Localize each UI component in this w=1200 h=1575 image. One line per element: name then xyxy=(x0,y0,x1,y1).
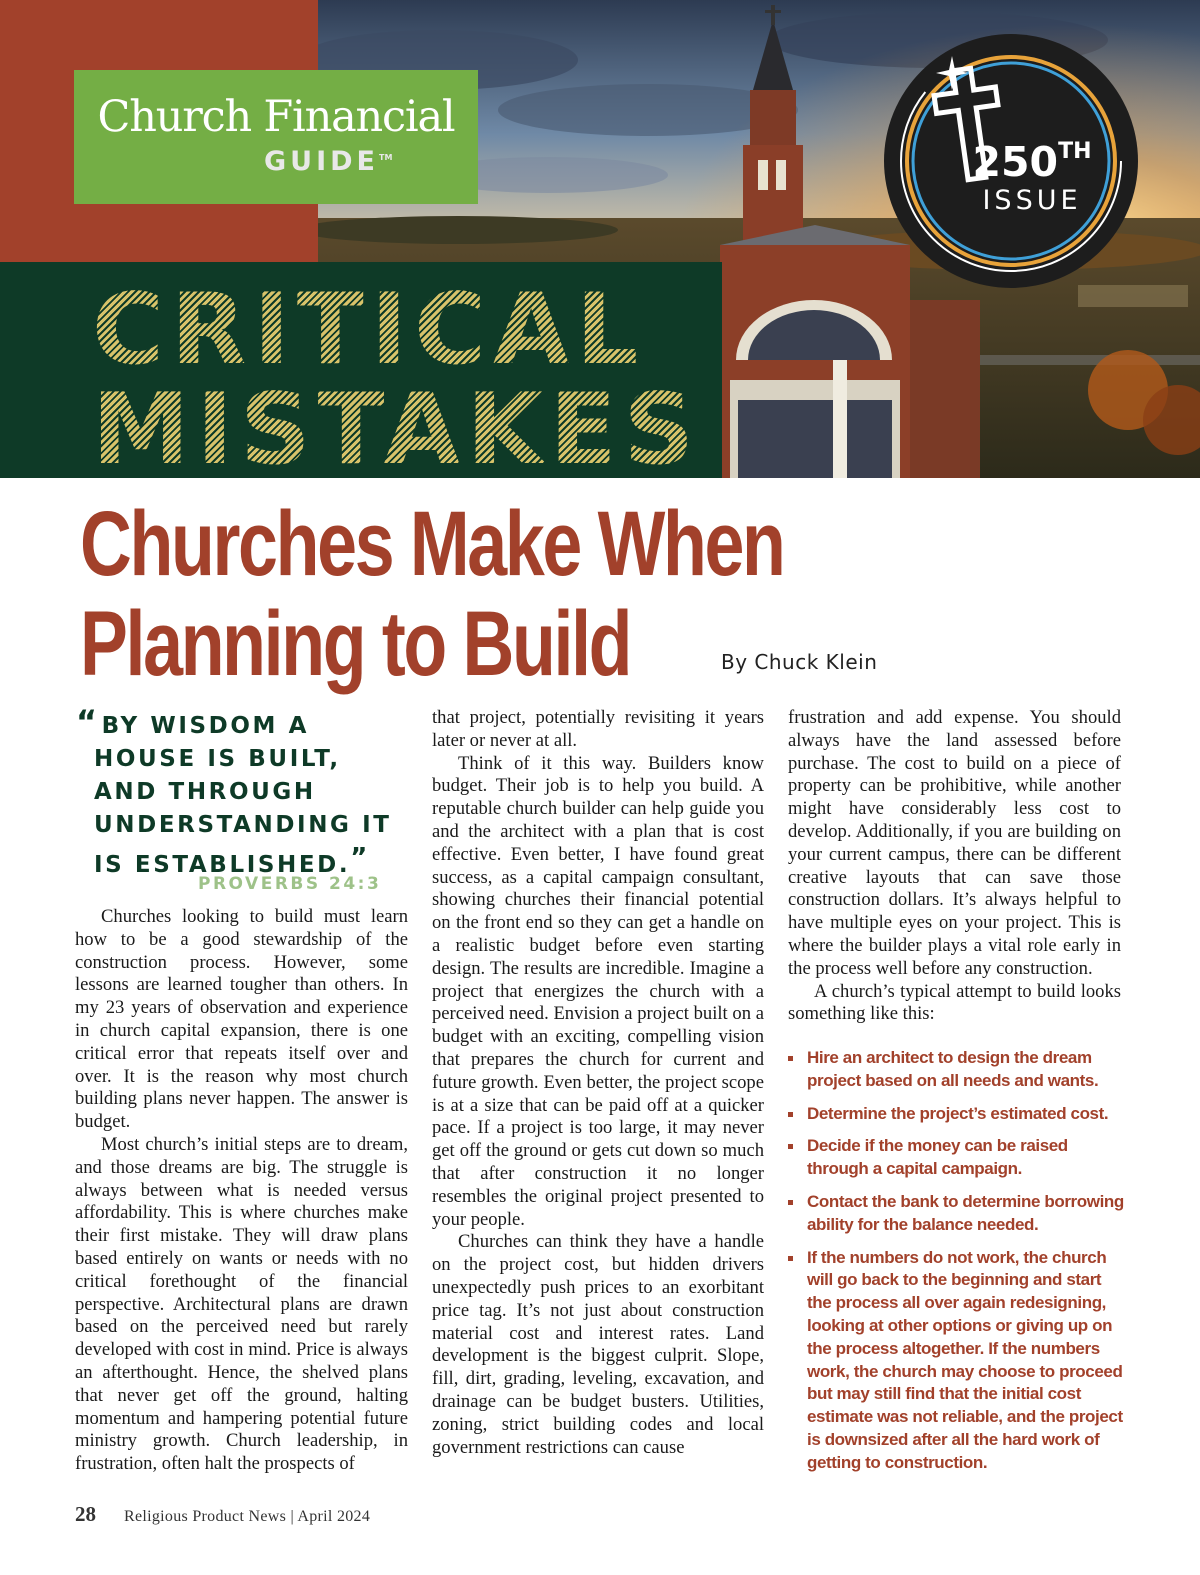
logo-trademark: TM xyxy=(379,153,393,162)
list-item xyxy=(788,1247,1126,1475)
list-item-text: If the numbers do not work, the church will go back to the beginning and start the process all over again redesigning, looking at other options or giving up on the process altogether. If the numbers work, the church may choose to proceed but may still find that the initial cost estimate was not reliable, and the project is downsized after all the hard work of getting to construction. xyxy=(807,1247,1123,1472)
list-item xyxy=(788,1135,1126,1181)
badge-suffix: TH xyxy=(1058,139,1092,164)
article-column-3 xyxy=(788,707,1121,1026)
pull-quote xyxy=(76,703,406,882)
paragraph: Churches looking to build must learn how to be a good stewardship of the construction process. However, some lessons are learned tougher than others. In my 23 years of observation and experience in church capital expansion, there is one critical error that repeats itself over and over. It is the reason why most church building plans never happen. The answer is budget. xyxy=(75,906,408,1133)
paragraph: Most church’s initial steps are to dream, and those dreams are big. The struggle is always between what is needed versus affordability. This is where churches make their first mistake. They will draw plans based entirely on wants or needs with no critical forethought of the financial perspective. Architectural plans are drawn based on the perceived need but rarely developed with cost in mind. Price is always an afterthought. Hence, the shelved plans that never get off the ground, halting momentum and hampering potential future ministry growth. Church leadership, in frustration, often halt the prospects of xyxy=(75,1133,408,1475)
logo-line1: Church Financial xyxy=(97,92,455,142)
paragraph: that project, potentially revisiting it years later or never at all. xyxy=(432,707,764,751)
byline: By Chuck Klein xyxy=(721,650,878,674)
steps-list xyxy=(788,1047,1126,1485)
critical-mistakes-title xyxy=(92,273,702,478)
paragraph: frustration and add expense. You should always have the land assessed before purchase. The cost to build on a piece of property can be prohibitive, while another might have considerably less cost to develop. Additionally, if you are building on your current campus, there can be different creative layouts that can save those construction dollars. It’s always helpful to have multiple eyes on your project. This is where the builder plays a vital role early in the process well before any construction. xyxy=(788,707,1121,979)
quote-line: HOUSE IS BUILT, xyxy=(94,746,341,772)
page-number: 28 xyxy=(75,1502,96,1526)
paragraph: Churches can think they have a handle on the project cost, but hidden drivers unexpectedly push prices to an exorbitant price tag. It’s not just about construction material cost and interest rates. Land development is the biggest culprit. Slope, fill, dirt, grading, leveling, excavation, and drainage can be budget busters. Utilities, zoning, strict building codes and local government restrictions can cause xyxy=(432,1231,764,1458)
quote-source: PROVERBS 24:3 xyxy=(198,874,382,894)
article-column-2 xyxy=(432,707,764,1459)
article-column-1 xyxy=(75,906,408,1476)
badge-issue-word: ISSUE xyxy=(982,185,1082,216)
title-line-mistakes: MISTAKES xyxy=(92,373,702,478)
list-item-text: Hire an architect to design the dream project based on all needs and wants. xyxy=(807,1048,1099,1090)
bullet-icon xyxy=(788,1056,793,1061)
bullet-icon xyxy=(788,1256,793,1261)
church-financial-guide-logo xyxy=(74,70,478,204)
paragraph: A church’s typical attempt to build looks something like this: xyxy=(788,980,1121,1025)
list-item-text: Contact the bank to determine borrowing ability for the balance needed. xyxy=(807,1191,1124,1234)
list-item xyxy=(788,1191,1126,1237)
close-quote-mark: ” xyxy=(350,843,370,873)
quote-line: AND THROUGH xyxy=(94,779,316,805)
quote-line: UNDERSTANDING IT xyxy=(94,812,392,838)
open-quote-mark: “ xyxy=(76,703,100,741)
publication-info: Religious Product News | April 2024 xyxy=(124,1508,371,1525)
page-footer xyxy=(75,1502,370,1527)
badge-number: 250 xyxy=(972,138,1059,186)
list-item xyxy=(788,1103,1126,1126)
paragraph: Think of it this way. Builders know budget. Their job is to help you build. A reputable church builder can help guide you and the architect with a plan that is cost effective. Even better, I have found great success, as a capital campaign consultant, showing churches their financial potential on the front end so they can get a handle on a realistic budget before even starting design. The results are incredible. Imagine a project that energizes the church with a perceived need. Envision a project built on a budget with an exciting, compelling vision that prepares the church for current and future growth. Even better, the project scope is at a size that can be paid off at a quicker pace. If a project is too large, it may never get off the ground or gets cut down so much that after construction it no longer resembles the original project presented to your people. xyxy=(432,752,764,1230)
logo-guide-word: GUIDE xyxy=(264,146,379,177)
list-item-text: Decide if the money can be raised through a capital campaign. xyxy=(807,1136,1068,1179)
headline-line2: Planning to Build xyxy=(80,593,631,695)
headline-line1: Churches Make When xyxy=(80,493,784,595)
badge-label xyxy=(958,128,1106,216)
bullet-icon xyxy=(788,1112,793,1117)
badge-number-line xyxy=(958,128,1106,186)
quote-line xyxy=(76,703,406,743)
list-item xyxy=(788,1047,1126,1093)
logo-line2 xyxy=(264,146,392,177)
article-headline xyxy=(80,494,784,694)
title-line-critical: CRITICAL xyxy=(92,273,646,387)
bullet-icon xyxy=(788,1200,793,1205)
bullet-icon xyxy=(788,1144,793,1149)
quote-text: IS ESTABLISHED. xyxy=(94,852,351,878)
quote-text: BY WISDOM A xyxy=(101,713,310,739)
list-item-text: Determine the project’s estimated cost. xyxy=(807,1103,1109,1123)
